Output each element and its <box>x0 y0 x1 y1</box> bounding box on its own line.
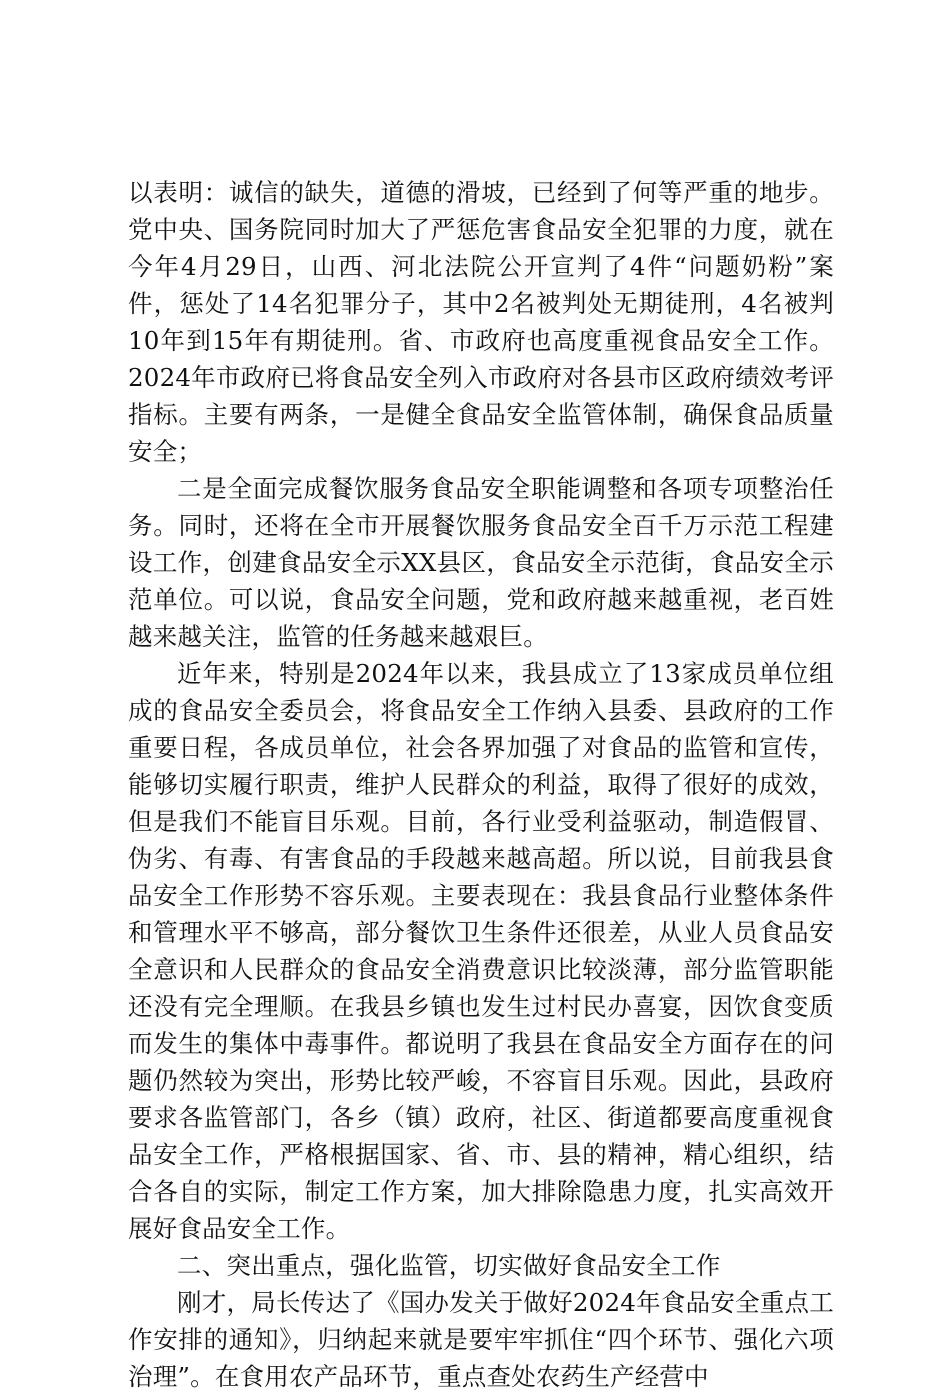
paragraph-4: 刚才，局长传达了《国办发关于做好2024年食品安全重点工作安排的通知》，归纳起来就是要牢牢抓住“四个环节、强化六项治理”。在食用农产品环节，重点查处农药生产经营中 <box>128 1288 834 1391</box>
document-body <box>128 174 834 1395</box>
paragraph-1: 以表明：诚信的缺失，道德的滑坡，已经到了何等严重的地步。党中央、国务院同时加大了严惩危害食品安全犯罪的力度，就在今年4月29日，山西、河北法院公开宣判了4件“问题奶粉”案件，惩处了14名犯罪分子，其中2名被判处无期徒刑，4名被判10年到15年有期徒刑。省、市政府也高度重视食品安全工作。2024年市政府已将食品安全列入市政府对各县市区政府绩效考评指标。主要有两条，一是健全食品安全监管体制，确保食品质量安全； <box>128 178 834 466</box>
paragraph-3: 近年来，特别是2024年以来，我县成立了13家成员单位组成的食品安全委员会，将食品安全工作纳入县委、县政府的工作重要日程，各成员单位，社会各界加强了对食品的监管和宣传，能够切实履行职责，维护人民群众的利益，取得了很好的成效，但是我们不能盲目乐观。目前，各行业受利益驱动，制造假冒、伪劣、有毒、有害食品的手段越来越高超。所以说，目前我县食品安全工作形势不容乐观。主要表现在：我县食品行业整体条件和管理水平不够高，部分餐饮卫生条件还很差，从业人员食品安全意识和人民群众的食品安全消费意识比较淡薄，部分监管职能还没有完全理顺。在我县乡镇也发生过村民办喜宴，因饮食变质而发生的集体中毒事件。都说明了我县在食品安全方面存在的问题仍然较为突出，形势比较严峻，不容盲目乐观。因此，县政府要求各监管部门，各乡（镇）政府，社区、街道都要高度重视食品安全工作，严格根据国家、省、市、县的精神，精心组织，结合各自的实际，制定工作方案，加大排除隐患力度，扎实高效开展好食品安全工作。 <box>128 659 834 1243</box>
section-heading: 二、突出重点，强化监管，切实做好食品安全工作 <box>177 1251 721 1280</box>
paragraph-2: 二是全面完成餐饮服务食品安全职能调整和各项专项整治任务。同时，还将在全市开展餐饮服务食品安全百千万示范工程建设工作，创建食品安全示XX县区，食品安全示范街，食品安全示范单位。可以说，食品安全问题，党和政府越来越重视，老百姓越来越关注，监管的任务越来越艰巨。 <box>128 474 834 651</box>
